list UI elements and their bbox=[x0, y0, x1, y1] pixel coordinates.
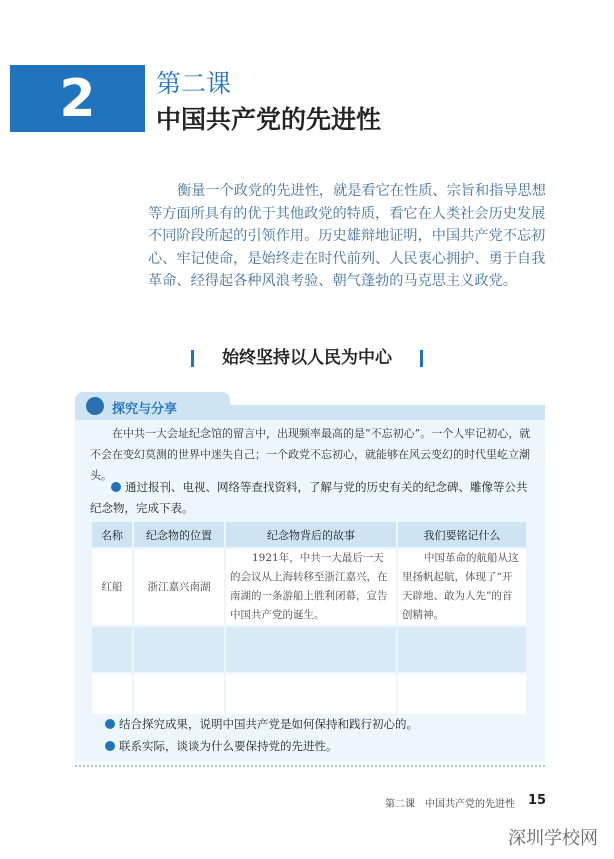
lesson-number-block bbox=[10, 65, 145, 132]
table-cell[interactable] bbox=[133, 626, 225, 673]
task-3 bbox=[105, 738, 338, 754]
col-header: 纪念物的位置 bbox=[133, 521, 225, 548]
task-3-text: 联系实际，谈谈为什么要保持党的先进性。 bbox=[119, 739, 338, 753]
running-title: 第二课 中国共产党的先进性 bbox=[385, 799, 515, 810]
table-row bbox=[91, 548, 527, 626]
table-cell[interactable] bbox=[397, 626, 527, 673]
lesson-label: 第二课 bbox=[156, 69, 232, 98]
bullet-icon bbox=[105, 719, 115, 729]
explore-quote: 在中共一大会址纪念馆的留言中，出现频率最高的是“不忘初心”。一个人牢记初心，就不会在变幻莫测的世界中迷失自己；一个政党不忘初心，就能够在风云变幻的时代里屹立潮头。 bbox=[90, 427, 531, 482]
bullet-icon bbox=[105, 741, 115, 751]
table-cell[interactable] bbox=[225, 673, 397, 715]
lesson-number: 2 bbox=[59, 68, 96, 129]
col-header: 名称 bbox=[91, 521, 133, 548]
table-cell: 中国革命的航船从这里扬帆起航，体现了“开天辟地、敢为人先”的首创精神。 bbox=[397, 548, 527, 626]
explore-icon bbox=[86, 397, 104, 415]
table-cell[interactable] bbox=[225, 626, 397, 673]
table-cell: 1921年，中共一大最后一天的会议从上海转移至浙江嘉兴，在南湖的一条游船上胜利闭幕，宣告中国共产党的诞生。 bbox=[225, 548, 397, 626]
col-header: 我们要铭记什么 bbox=[397, 521, 527, 548]
heading-bar-left bbox=[191, 350, 194, 367]
task-2-text: 结合探究成果，说明中国共产党是如何保持和践行初心的。 bbox=[119, 717, 418, 731]
explore-label: 探究与分享 bbox=[112, 402, 178, 417]
monument-table bbox=[90, 520, 528, 716]
table-row[interactable] bbox=[91, 673, 527, 715]
table-cell: 浙江嘉兴南湖 bbox=[133, 548, 225, 626]
col-header: 纪念物背后的故事 bbox=[225, 521, 397, 548]
lesson-title: 中国共产党的先进性 bbox=[156, 105, 382, 134]
table-cell[interactable] bbox=[91, 673, 133, 715]
task-2 bbox=[105, 716, 418, 732]
task-1 bbox=[90, 477, 535, 519]
bullet-icon bbox=[111, 482, 121, 492]
watermark: 深圳学校网 bbox=[508, 828, 598, 849]
intro-paragraph: 衡量一个政党的先进性，就是看它在性质、宗旨和指导思想等方面所具有的优于其他政党的特质，看它在人类社会历史发展不同阶段所起的引领作用。历史雄辩地证明，中国共产党不忘初心、牢记使命，是始终走在时代前列、人民衷心拥护、勇于自我革命、经得起各种风浪考验、朝气蓬勃的马克思主义政党。 bbox=[148, 183, 546, 290]
dotted-divider bbox=[75, 765, 545, 767]
section-heading bbox=[0, 343, 614, 368]
section-title: 始终坚持以人民为中心 bbox=[222, 348, 392, 368]
heading-bar-right bbox=[420, 350, 423, 367]
page-number: 15 bbox=[528, 793, 547, 808]
table-cell: 红船 bbox=[91, 548, 133, 626]
table-cell[interactable] bbox=[133, 673, 225, 715]
table-cell[interactable] bbox=[91, 626, 133, 673]
task-1-text: 通过报刊、电视、网络等查找资料，了解与党的历史有关的纪念碑、雕像等公共纪念物，完成下表。 bbox=[90, 480, 528, 515]
table-cell[interactable] bbox=[397, 673, 527, 715]
table-row[interactable] bbox=[91, 626, 527, 673]
